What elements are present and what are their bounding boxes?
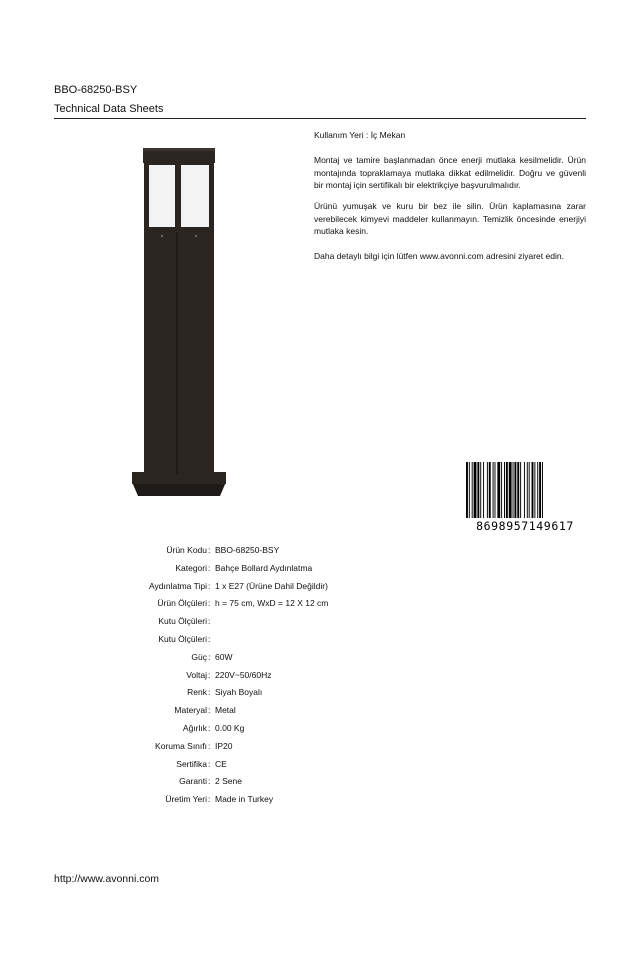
spec-row bbox=[0, 776, 640, 788]
spec-value: CE bbox=[215, 758, 227, 769]
spec-value: BBO-68250-BSY bbox=[215, 545, 280, 555]
spec-separator: : bbox=[208, 669, 211, 680]
spec-row bbox=[0, 759, 640, 771]
barcode-bar bbox=[509, 462, 512, 518]
barcode-bar bbox=[480, 462, 481, 518]
spec-value: IP20 bbox=[215, 740, 233, 751]
spec-row bbox=[0, 545, 640, 557]
barcode-bar bbox=[489, 462, 491, 518]
spec-label: Üretim Yeri bbox=[165, 794, 207, 805]
barcode-bar bbox=[472, 462, 473, 518]
barcode-bar bbox=[517, 462, 519, 518]
barcode-bar bbox=[513, 462, 514, 518]
spec-separator: : bbox=[208, 723, 211, 733]
barcode-bar bbox=[469, 462, 470, 518]
spec-row bbox=[0, 723, 640, 735]
spec-label: Aydınlatma Tipi bbox=[149, 580, 207, 591]
spec-label: Ağırlık bbox=[182, 723, 207, 733]
spec-separator: : bbox=[208, 740, 211, 751]
spec-value: Bahçe Bollard Aydınlatma bbox=[215, 562, 313, 573]
website-url: http://www.avonni.com bbox=[54, 873, 160, 885]
spec-value: 0.00 Kg bbox=[215, 723, 245, 733]
barcode-bar bbox=[514, 462, 516, 518]
barcode-bar bbox=[466, 462, 468, 518]
barcode-digits: 8698957149617 bbox=[476, 519, 574, 532]
spec-label: Kutu Ölçüleri bbox=[158, 616, 207, 627]
spec-separator: : bbox=[208, 616, 211, 627]
spec-row bbox=[0, 741, 640, 753]
spec-row bbox=[0, 616, 640, 628]
spec-row bbox=[0, 670, 640, 682]
spec-row bbox=[0, 563, 640, 575]
spec-label: Ürün Ölçüleri bbox=[157, 598, 207, 609]
barcode-bar bbox=[483, 462, 484, 518]
spec-separator: : bbox=[208, 562, 211, 573]
spec-separator: : bbox=[208, 634, 211, 644]
spec-value: Metal bbox=[215, 705, 236, 716]
spec-label: Voltaj bbox=[186, 669, 207, 680]
spec-label: Güç bbox=[191, 651, 207, 662]
spec-row bbox=[0, 652, 640, 664]
barcode bbox=[464, 462, 586, 532]
spec-separator: : bbox=[208, 687, 211, 698]
document-subtitle: Technical Data Sheets bbox=[54, 103, 164, 115]
spec-value: 220V~50/60Hz bbox=[215, 669, 272, 680]
spec-label: Materyal bbox=[174, 705, 207, 716]
barcode-bar bbox=[477, 462, 479, 518]
barcode-bar bbox=[537, 462, 538, 518]
spec-label: Renk bbox=[187, 687, 207, 698]
barcode-bar bbox=[524, 462, 525, 518]
spec-separator: : bbox=[208, 598, 211, 609]
barcode-bar bbox=[534, 462, 535, 518]
barcode-bar bbox=[520, 462, 521, 518]
barcode-bar bbox=[497, 462, 500, 518]
spec-value: h = 75 cm, WxD = 12 X 12 cm bbox=[215, 598, 329, 609]
spec-separator: : bbox=[208, 705, 211, 716]
spec-label: Kategori bbox=[175, 562, 207, 573]
barcode-bar bbox=[501, 462, 502, 518]
spec-label: Kutu Ölçüleri bbox=[158, 634, 207, 644]
barcode-bar bbox=[542, 462, 543, 518]
header-divider bbox=[54, 118, 586, 119]
spec-row bbox=[0, 794, 640, 806]
barcode-bar bbox=[487, 462, 488, 518]
barcode-bar bbox=[529, 462, 530, 518]
spec-label: Sertifika bbox=[176, 758, 207, 769]
spec-row bbox=[0, 634, 640, 646]
barcode-bar bbox=[539, 462, 541, 518]
spec-separator: : bbox=[208, 651, 211, 662]
product-code-heading: BBO-68250-BSY bbox=[54, 84, 138, 96]
spec-value: Siyah Boyalı bbox=[215, 687, 263, 698]
barcode-bar bbox=[504, 462, 505, 518]
spec-label: Ürün Kodu bbox=[166, 545, 207, 555]
usage-location: Kullanım Yeri : İç Mekan bbox=[314, 130, 406, 140]
spec-separator: : bbox=[208, 545, 211, 555]
more-info-paragraph: Daha detaylı bilgi için lütfen www.avonni.com adresini ziyaret edin. bbox=[314, 251, 564, 261]
spec-value: 1 x E27 (Ürüne Dahil Değildir) bbox=[215, 580, 328, 591]
barcode-bar bbox=[474, 462, 477, 518]
spec-separator: : bbox=[208, 758, 211, 769]
barcode-bar bbox=[495, 462, 496, 518]
barcode-bar bbox=[532, 462, 534, 518]
spec-row bbox=[0, 598, 640, 610]
bollard-lamp-image bbox=[128, 146, 230, 498]
spec-separator: : bbox=[208, 776, 211, 787]
spec-label: Garanti bbox=[179, 776, 207, 787]
spec-separator: : bbox=[208, 580, 211, 591]
spec-separator: : bbox=[208, 794, 211, 805]
spec-value: Made in Turkey bbox=[215, 794, 274, 805]
barcode-bar bbox=[527, 462, 528, 518]
spec-row bbox=[0, 687, 640, 699]
spec-value: 2 Sene bbox=[215, 776, 242, 787]
spec-row bbox=[0, 705, 640, 717]
safety-paragraph: Montaj ve tamire başlanmadan önce enerji mutlaka kesilmelidir. Ürün montajında topraklamaya mutlaka dikkat edilmelidir. Doğru ve güvenli bir montaj için sertifikalı bir elektrikçiye başvurulmalıdır. bbox=[314, 155, 586, 190]
spec-row bbox=[0, 581, 640, 593]
barcode-bar bbox=[506, 462, 508, 518]
cleaning-paragraph: Ürünü yumuşak ve kuru bir bez ile silin. Ürün kaplamasına zarar verebilecek kimyevi maddeler kullanmayın. Temizlik öncesinde enerjiyi mutlaka kesin. bbox=[314, 201, 586, 236]
spec-label: Koruma Sınıfı bbox=[155, 740, 207, 751]
spec-value: 60W bbox=[215, 651, 233, 662]
barcode-bar bbox=[493, 462, 494, 518]
